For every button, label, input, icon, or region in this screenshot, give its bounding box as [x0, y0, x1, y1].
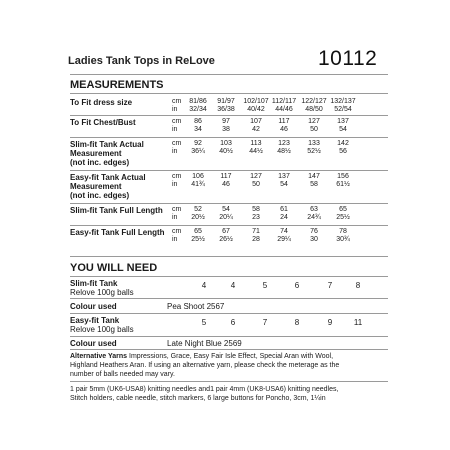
measurement-value: 46 — [280, 126, 288, 133]
measurement-value: 52 — [194, 206, 202, 213]
colour-used-value: Pea Shoot 2567 — [167, 302, 225, 311]
unit-label: in — [172, 214, 178, 221]
ball-count: 6 — [230, 318, 236, 327]
measurement-value: 32/34 — [189, 106, 207, 113]
measurement-label: Measurement — [70, 182, 122, 191]
measurement-value: 117 — [278, 118, 290, 125]
measurement-value: 137 — [278, 173, 290, 180]
divider — [70, 137, 388, 138]
measurement-value: 112/117 — [271, 98, 297, 105]
measurement-value: 25½ — [336, 214, 350, 221]
measurement-label: To Fit Chest/Bust — [70, 118, 136, 127]
measurement-value: 20¼ — [219, 214, 233, 221]
unit-label: cm — [172, 140, 182, 147]
measurement-label: (not inc. edges) — [70, 158, 130, 167]
divider — [70, 170, 388, 171]
alternative-yarns-label: Alternative Yarns — [70, 353, 128, 360]
unit-label: in — [172, 126, 178, 133]
ball-count: 7 — [262, 318, 268, 327]
measurement-value: 20½ — [191, 214, 205, 221]
measurement-label: To Fit dress size — [70, 98, 133, 107]
measurements-heading: MEASUREMENTS — [70, 79, 164, 91]
measurement-value: 106 — [192, 173, 204, 180]
measurement-value: 50 — [252, 181, 260, 188]
measurement-value: 65 — [194, 228, 202, 235]
you-will-need-heading: YOU WILL NEED — [70, 262, 158, 274]
measurement-value: 44/46 — [275, 106, 293, 113]
measurement-value: 46 — [222, 181, 230, 188]
divider — [70, 298, 388, 299]
measurement-value: 61 — [280, 206, 288, 213]
colour-used-label: Colour used — [70, 339, 117, 348]
ball-count: 5 — [262, 281, 268, 290]
divider — [70, 203, 388, 204]
divider — [70, 256, 388, 257]
needles-line: 1 pair 5mm (UK6-USA8) knitting needles and1 pair 4mm (UK8-USA6) knitting needles, — [70, 386, 339, 393]
pattern-title: Ladies Tank Tops in ReLove — [68, 55, 215, 67]
needles-line: Stitch holders, cable needle, stitch markers, 6 large buttons for Poncho, 3cm, 1¼in — [70, 395, 326, 402]
unit-label: cm — [172, 118, 182, 125]
measurement-value: 127 — [308, 118, 320, 125]
measurement-value: 92 — [194, 140, 202, 147]
measurement-value: 36¼ — [191, 148, 205, 155]
unit-label: in — [172, 148, 178, 155]
unit-label: cm — [172, 173, 182, 180]
measurement-label: Slim-fit Tank Actual — [70, 140, 144, 149]
measurement-value: 26½ — [219, 236, 233, 243]
ball-count: 5 — [201, 318, 207, 327]
measurement-value: 23 — [252, 214, 260, 221]
measurement-value: 42 — [252, 126, 260, 133]
measurement-value: 74 — [280, 228, 288, 235]
measurement-value: 122/127 — [301, 98, 327, 105]
ball-count: 4 — [201, 281, 207, 290]
measurement-value: 56 — [339, 148, 347, 155]
measurement-value: 38 — [222, 126, 230, 133]
measurement-value: 54 — [222, 206, 230, 213]
unit-label: in — [172, 181, 178, 188]
measurement-value: 132/137 — [330, 98, 356, 105]
measurement-value: 147 — [308, 173, 320, 180]
measurement-value: 48/50 — [305, 106, 323, 113]
divider — [70, 336, 388, 337]
measurement-value: 137 — [337, 118, 349, 125]
measurement-value: 52/54 — [334, 106, 352, 113]
measurement-value: 113 — [250, 140, 262, 147]
divider — [70, 225, 388, 226]
measurement-label: Slim-fit Tank Full Length — [70, 206, 163, 215]
unit-label: cm — [172, 206, 182, 213]
measurement-value: 103 — [220, 140, 232, 147]
ball-count: 7 — [327, 281, 333, 290]
measurement-value: 78 — [339, 228, 347, 235]
measurement-value: 25½ — [191, 236, 205, 243]
unit-label: in — [172, 106, 178, 113]
measurement-value: 40/42 — [247, 106, 265, 113]
measurement-value: 107 — [250, 118, 262, 125]
measurement-value: 54 — [339, 126, 347, 133]
measurement-value: 44½ — [249, 148, 263, 155]
slim-fit-label: Slim-fit Tank — [70, 279, 118, 288]
measurement-value: 86 — [194, 118, 202, 125]
measurement-label: Easy-fit Tank Full Length — [70, 228, 165, 237]
measurement-value: 117 — [220, 173, 232, 180]
pattern-number: 10112 — [318, 47, 378, 70]
measurement-value: 61½ — [336, 181, 350, 188]
measurement-value: 123 — [278, 140, 290, 147]
alternative-yarns-line: Alternative Yarns Impressions, Grace, Easy Fair Isle Effect, Special Aran with Wool, — [70, 353, 334, 360]
ball-count: 8 — [294, 318, 300, 327]
ball-count: 11 — [353, 318, 363, 327]
measurement-value: 76 — [310, 228, 318, 235]
measurement-label: Measurement — [70, 149, 122, 158]
measurement-value: 97 — [222, 118, 230, 125]
measurement-value: 41¾ — [191, 181, 205, 188]
measurement-value: 24 — [280, 214, 288, 221]
divider — [70, 276, 388, 277]
measurement-label: Easy-fit Tank Actual — [70, 173, 146, 182]
measurement-value: 48½ — [277, 148, 291, 155]
measurement-value: 102/107 — [243, 98, 269, 105]
unit-label: cm — [172, 228, 182, 235]
unit-label: in — [172, 236, 178, 243]
divider — [70, 313, 388, 314]
measurement-value: 24¾ — [307, 214, 321, 221]
measurement-value: 81/86 — [189, 98, 207, 105]
measurement-value: 40½ — [219, 148, 233, 155]
easy-fit-label: Easy-fit Tank — [70, 316, 120, 325]
measurement-value: 29¼ — [277, 236, 291, 243]
measurement-value: 36/38 — [217, 106, 235, 113]
colour-used-value: Late Night Blue 2569 — [167, 339, 242, 348]
measurement-value: 54 — [280, 181, 288, 188]
measurement-value: 58 — [310, 181, 318, 188]
measurement-value: 34 — [194, 126, 202, 133]
measurement-value: 28 — [252, 236, 260, 243]
measurement-value: 30 — [310, 236, 318, 243]
unit-label: cm — [172, 98, 182, 105]
measurement-value: 91/97 — [217, 98, 235, 105]
measurement-value: 156 — [337, 173, 349, 180]
measurement-value: 58 — [252, 206, 260, 213]
measurement-value: 67 — [222, 228, 230, 235]
alternative-yarns-line: Highland Heathers Aran. If using an alternative yarn, please check the meterage as the — [70, 362, 340, 369]
divider — [70, 74, 388, 75]
measurement-value: 127 — [250, 173, 262, 180]
ball-count: 8 — [355, 281, 361, 290]
measurement-value: 71 — [252, 228, 260, 235]
ball-count: 9 — [327, 318, 333, 327]
measurement-value: 133 — [308, 140, 320, 147]
measurement-value: 142 — [337, 140, 349, 147]
measurement-value: 65 — [339, 206, 347, 213]
measurement-value: 30¾ — [336, 236, 350, 243]
ball-count: 4 — [230, 281, 236, 290]
colour-used-label: Colour used — [70, 302, 117, 311]
measurement-value: 52½ — [307, 148, 321, 155]
divider — [70, 381, 388, 382]
divider — [70, 349, 388, 350]
divider — [70, 115, 388, 116]
measurement-label: (not inc. edges) — [70, 191, 130, 200]
measurement-value: 50 — [310, 126, 318, 133]
measurement-value: 63 — [310, 206, 318, 213]
ball-count: 6 — [294, 281, 300, 290]
divider — [70, 93, 388, 94]
easy-fit-sub: Relove 100g balls — [70, 325, 134, 334]
slim-fit-sub: Relove 100g balls — [70, 288, 134, 297]
alternative-yarns-line: number of balls needed may vary. — [70, 371, 175, 378]
